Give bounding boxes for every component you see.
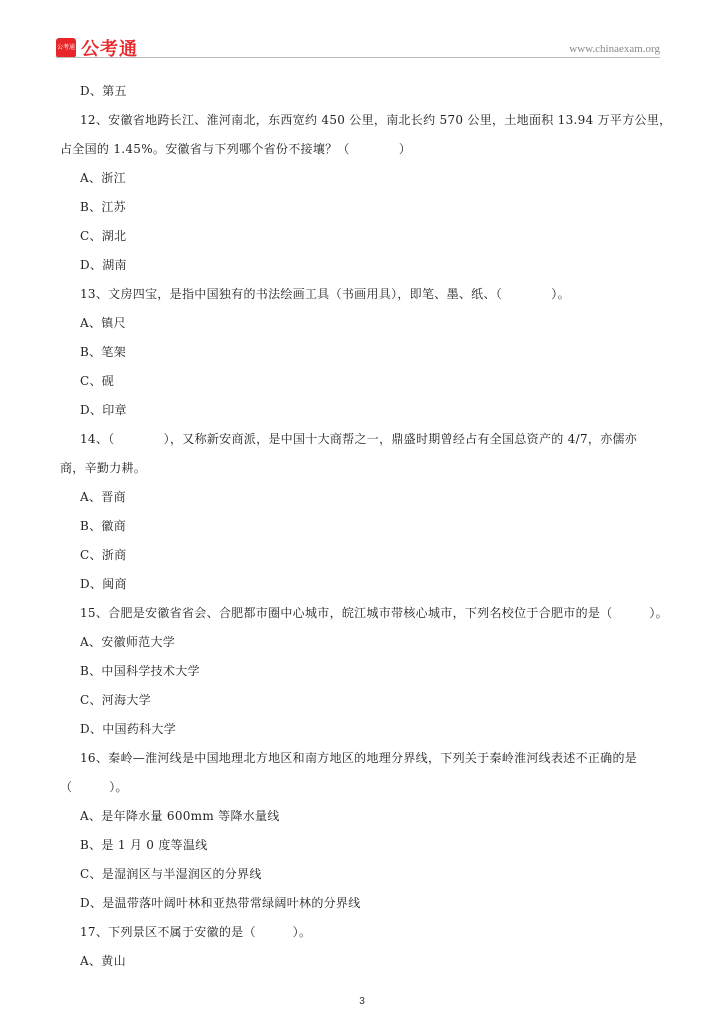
text-line: 17、下列景区不属于安徽的是（ ）。	[80, 925, 312, 939]
logo-badge-icon: 公考通	[56, 38, 76, 58]
page-number: 3	[359, 996, 365, 1007]
text-line: 14、（ ），又称新安商派，是中国十大商帮之一，鼎盛时期曾经占有全国总资产的 4/7，亦儒亦	[80, 432, 638, 446]
text-line: B、中国科学技术大学	[80, 664, 200, 678]
text-line: D、湖南	[80, 258, 127, 272]
text-line: B、是 1 月 0 度等温线	[80, 838, 208, 852]
text-line: （ ）。	[60, 780, 128, 794]
text-line: 15、合肥是安徽省省会、合肥都市圈中心城市，皖江城市带核心城市，下列名校位于合肥市的是（ ）。	[80, 606, 668, 620]
text-line: 16、秦岭—淮河线是中国地理北方地区和南方地区的地理分界线，下列关于秦岭淮河线表述不正确的是	[80, 751, 638, 765]
text-line: 12、安徽省地跨长江、淮河南北，东西宽约 450 公里，南北长约 570 公里，土地面积 13.94 万平方公里，	[80, 113, 672, 127]
text-line: C、湖北	[80, 229, 127, 243]
text-line: D、是温带落叶阔叶林和亚热带常绿阔叶林的分界线	[80, 896, 361, 910]
text-line: A、是年降水量 600mm 等降水量线	[80, 809, 280, 823]
text-line: C、砚	[80, 374, 115, 388]
page-header	[0, 0, 724, 60]
text-line: D、印章	[80, 403, 127, 417]
text-line: C、是湿润区与半湿润区的分界线	[80, 867, 262, 881]
document-body	[60, 77, 672, 976]
text-line: A、安徽师范大学	[80, 635, 176, 649]
text-line: B、江苏	[80, 200, 127, 214]
text-line: 商，辛勤力耕。	[60, 461, 147, 475]
text-line: 13、文房四宝，是指中国独有的书法绘画工具（书画用具），即笔、墨、纸、（ ）。	[80, 287, 570, 301]
site-url-link[interactable]: www.chinaexam.org	[569, 43, 660, 55]
text-line: B、徽商	[80, 519, 127, 533]
text-line: B、笔架	[80, 345, 127, 359]
text-line: C、河海大学	[80, 693, 151, 707]
text-line: A、浙江	[80, 171, 126, 185]
text-line: D、中国药科大学	[80, 722, 177, 736]
header-divider	[56, 57, 660, 58]
text-line: A、镇尺	[80, 316, 126, 330]
text-line: 占全国的 1.45%。安徽省与下列哪个省份不接壤？（ ）	[60, 142, 412, 156]
text-line: D、闽商	[80, 577, 127, 591]
logo-text: 公考通	[81, 39, 138, 60]
text-line: D、第五	[80, 84, 127, 98]
text-line: C、浙商	[80, 548, 127, 562]
text-line: A、黄山	[80, 954, 126, 968]
text-line: A、晋商	[80, 490, 126, 504]
